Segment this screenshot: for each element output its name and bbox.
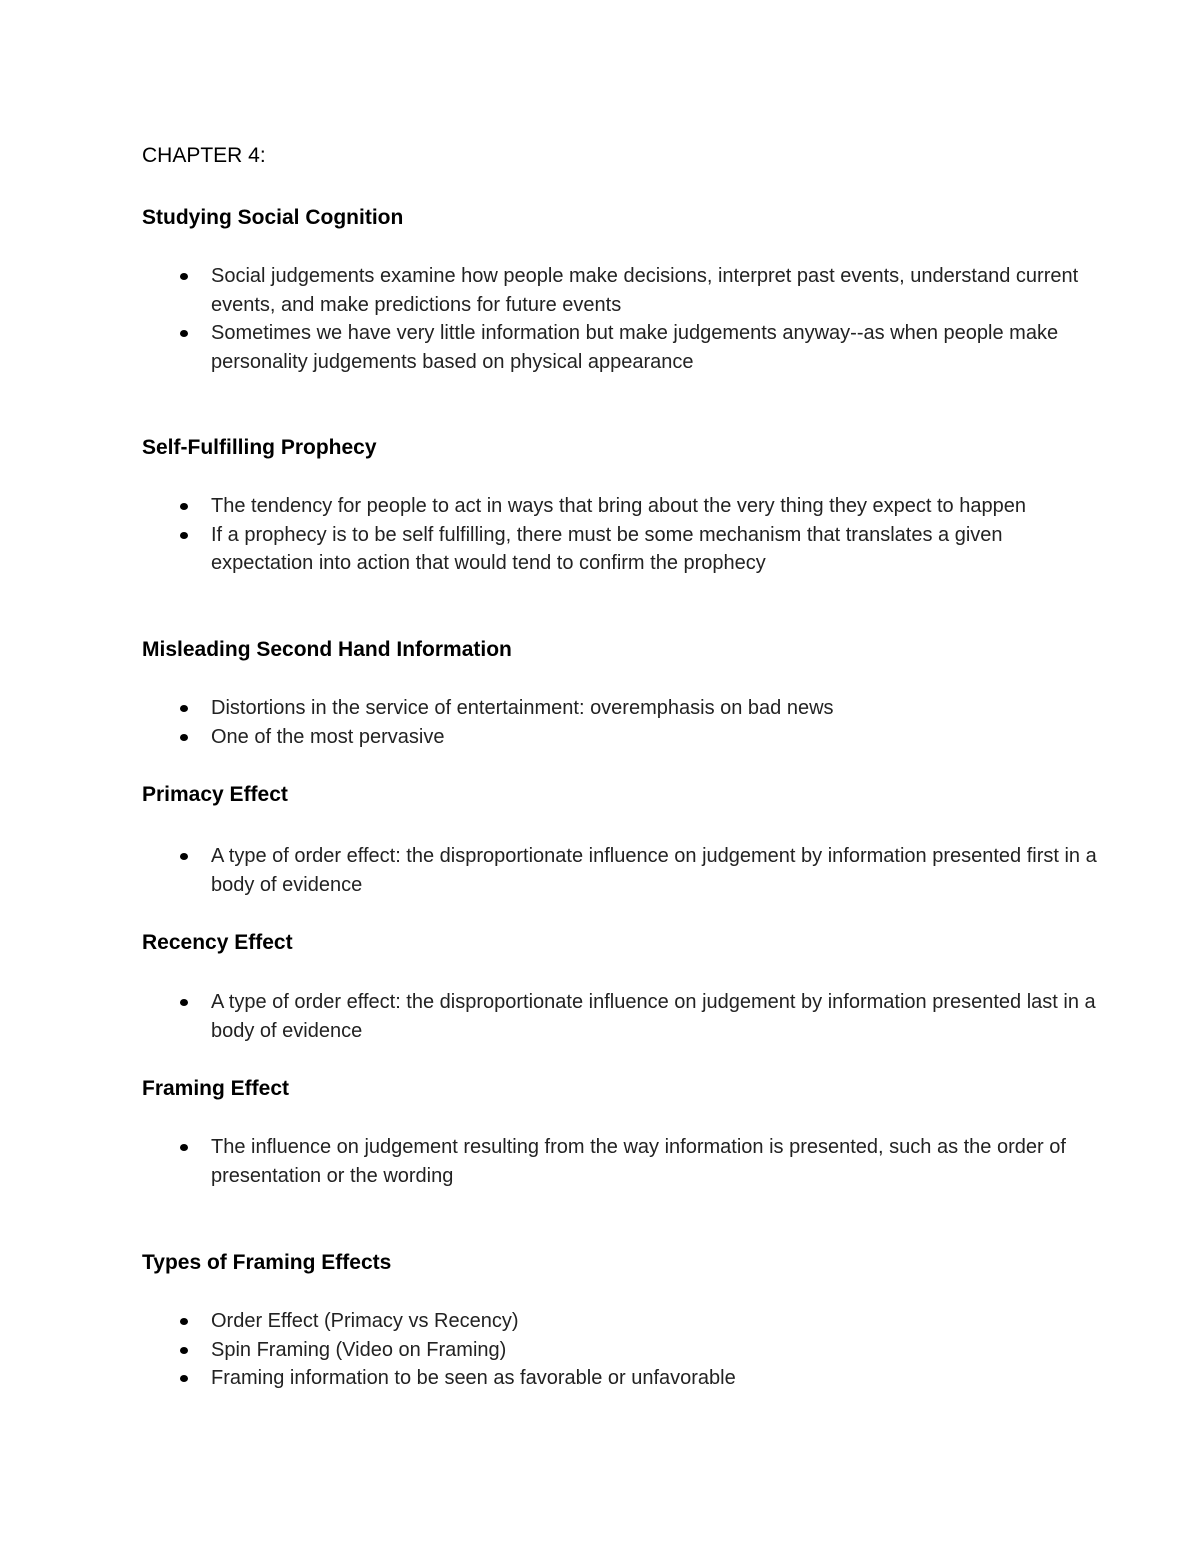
list-item xyxy=(142,1133,1102,1190)
list-item-text: Framing information to be seen as favorable or unfavorable xyxy=(211,1367,736,1390)
list-item xyxy=(142,694,1102,723)
section-studying-social-cognition xyxy=(142,205,1102,374)
bullet-list xyxy=(142,842,1102,899)
section-misleading-second-hand-information xyxy=(142,637,1102,748)
list-item-text: Spin Framing (Video on Framing) xyxy=(211,1338,507,1361)
list-item xyxy=(142,319,1102,376)
list-item-text: The influence on judgement resulting from the way information is presented, such as the order of presentation or the wording xyxy=(211,1136,1066,1187)
section-framing-effect xyxy=(142,1076,1102,1187)
bullet-list xyxy=(142,988,1102,1045)
section-heading: Self-Fulfilling Prophecy xyxy=(142,436,377,459)
chapter-title: CHAPTER 4: xyxy=(142,144,266,167)
section-recency-effect xyxy=(142,930,1102,1042)
list-item-text: A type of order effect: the disproportionate influence on judgement by information presented last in a body of evidence xyxy=(211,991,1096,1042)
section-heading: Recency Effect xyxy=(142,931,293,954)
bullet-icon xyxy=(180,705,188,712)
bullet-icon xyxy=(180,1375,188,1382)
section-heading: Studying Social Cognition xyxy=(142,206,404,229)
list-item-text: Sometimes we have very little information but make judgements anyway--as when people make personality judgements based on physical appearance xyxy=(211,322,1059,374)
section-types-of-framing-effects xyxy=(142,1250,1102,1390)
list-item xyxy=(142,988,1102,1045)
list-item-text: A type of order effect: the disproportionate influence on judgement by information presented first in a body of evidence xyxy=(211,845,1097,896)
bullet-list xyxy=(142,262,1102,377)
bullet-icon xyxy=(180,273,188,280)
bullet-icon xyxy=(180,503,188,510)
bullet-icon xyxy=(180,1318,188,1325)
bullet-list xyxy=(142,492,1102,578)
bullet-icon xyxy=(180,532,188,539)
bullet-list xyxy=(142,694,1102,751)
section-primacy-effect xyxy=(142,782,1102,896)
bullet-list xyxy=(142,1133,1102,1190)
list-item xyxy=(142,262,1102,319)
list-item xyxy=(142,1307,1102,1336)
section-self-fulfilling-prophecy xyxy=(142,435,1102,575)
list-item-text: Order Effect (Primacy vs Recency) xyxy=(211,1310,519,1332)
bullet-icon xyxy=(180,734,188,741)
bullet-list xyxy=(142,1307,1102,1393)
list-item-text: One of the most pervasive xyxy=(211,725,445,748)
list-item-text: The tendency for people to act in ways that bring about the very thing they expect to happen xyxy=(211,495,1026,517)
section-heading: Primacy Effect xyxy=(142,783,288,806)
section-heading: Types of Framing Effects xyxy=(142,1251,392,1274)
bullet-icon xyxy=(180,1144,188,1151)
list-item xyxy=(142,1364,1102,1393)
list-item-text: If a prophecy is to be self fulfilling, there must be some mechanism that translates a given expectation into action that would tend to confirm the prophecy xyxy=(211,523,1003,575)
list-item-text: Social judgements examine how people make decisions, interpret past events, understand current events, and make predictions for future events xyxy=(211,265,1079,316)
list-item xyxy=(142,723,1102,752)
section-heading: Framing Effect xyxy=(142,1077,290,1100)
section-heading: Misleading Second Hand Information xyxy=(142,638,512,661)
list-item xyxy=(142,521,1102,578)
list-item xyxy=(142,842,1102,899)
list-item xyxy=(142,1336,1102,1365)
bullet-icon xyxy=(180,1347,188,1354)
bullet-icon xyxy=(180,999,188,1006)
bullet-icon xyxy=(180,853,188,860)
list-item-text: Distortions in the service of entertainment: overemphasis on bad news xyxy=(211,697,834,719)
bullet-icon xyxy=(180,330,188,337)
list-item xyxy=(142,492,1102,521)
